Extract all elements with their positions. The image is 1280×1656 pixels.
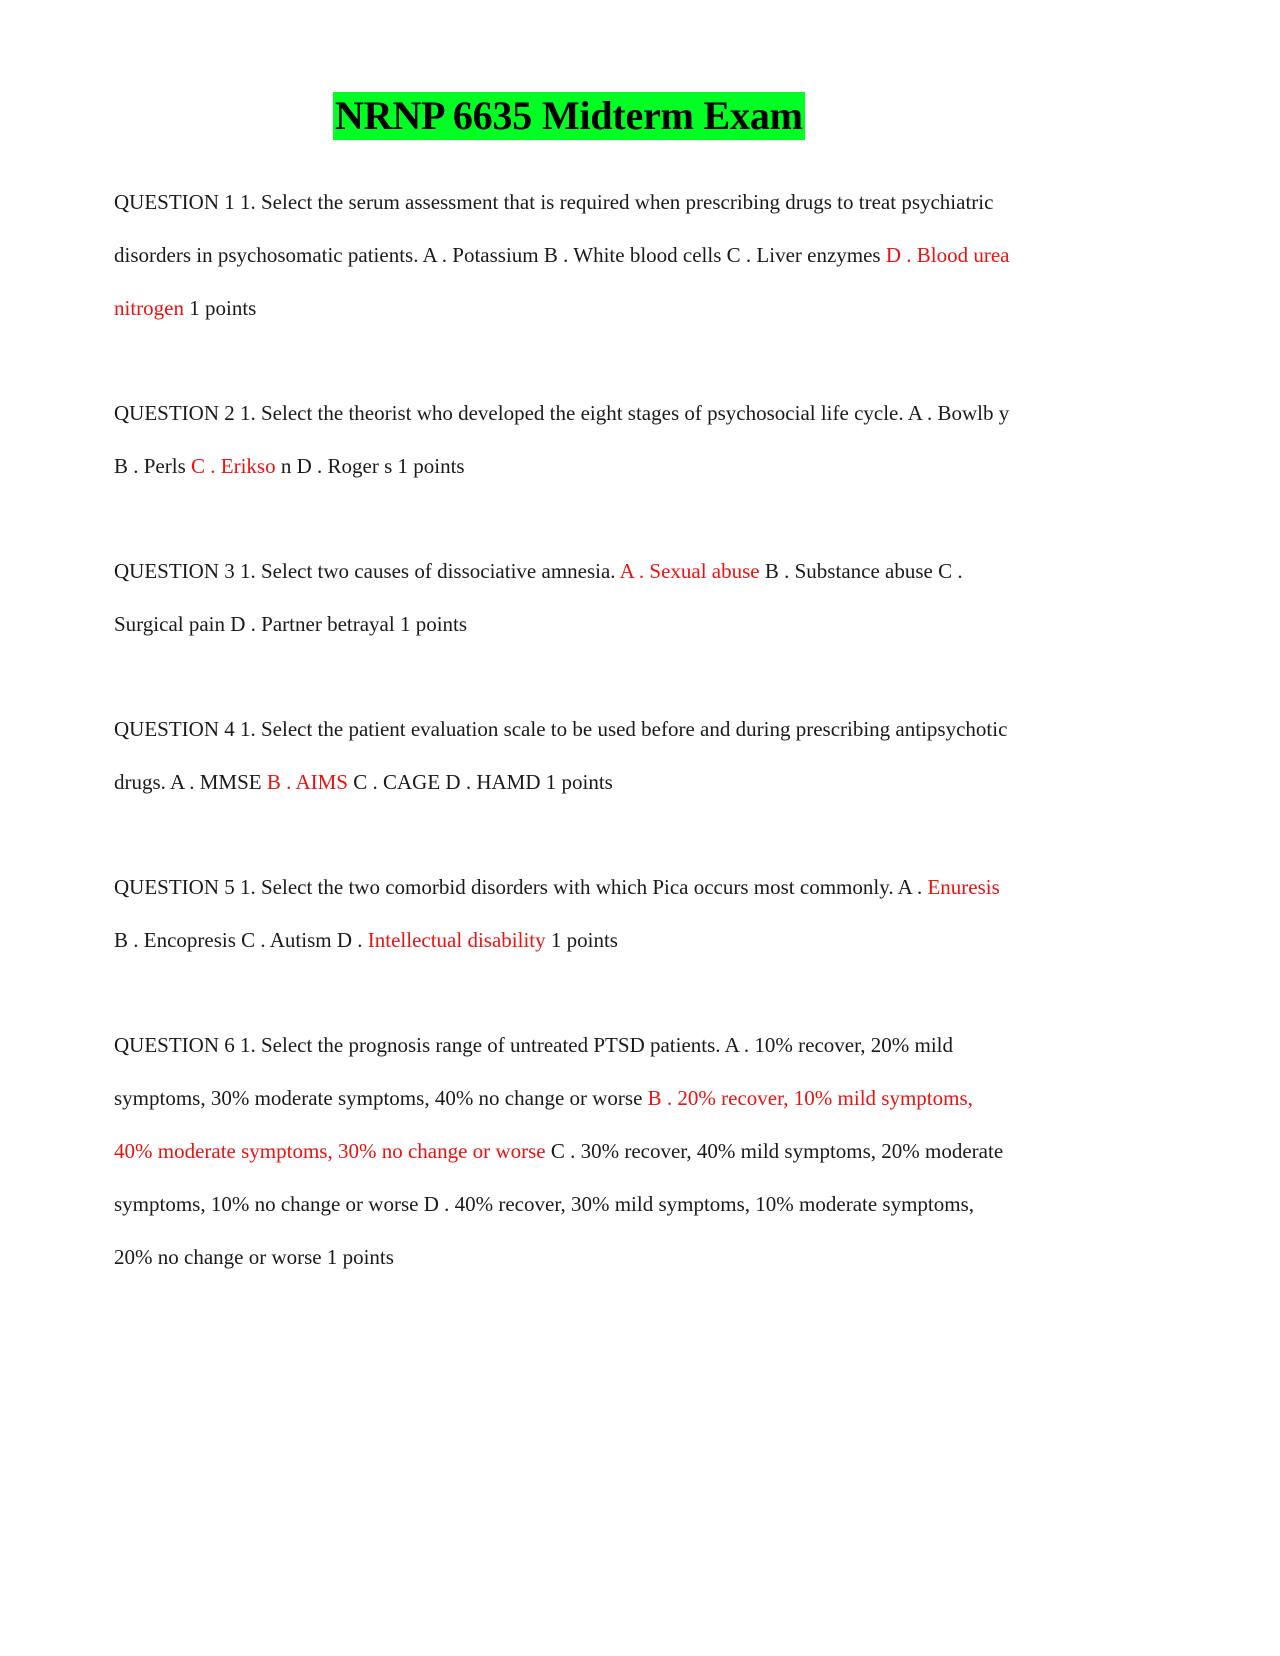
question-text: QUESTION 3 1. Select two causes of dissociative amnesia. bbox=[114, 559, 620, 583]
question-1 bbox=[114, 176, 1014, 335]
question-4 bbox=[114, 703, 1014, 809]
question-2 bbox=[114, 387, 1014, 493]
highlighted-answer: A . Sexual abuse bbox=[619, 559, 760, 583]
question-3 bbox=[114, 545, 1014, 651]
question-text: QUESTION 1 1. Select the serum assessment that is required when prescribing drugs to treat psychiatric disorders in psychosomatic patients. A . Potassium B . White blood cells C . Liver enzymes bbox=[114, 190, 994, 267]
question-list bbox=[114, 176, 1014, 1336]
highlighted-answer: Intellectual disability bbox=[367, 928, 546, 952]
page-title: NRNP 6635 Midterm Exam bbox=[335, 93, 803, 138]
question-text: QUESTION 4 1. Select the patient evaluation scale to be used before and during prescribing antipsychotic drugs. A . MMSE bbox=[114, 717, 1008, 794]
question-text: B . Substance abuse C . Surgical pain D . Partner betrayal 1 points bbox=[114, 559, 963, 636]
question-text: C . CAGE D . HAMD 1 points bbox=[347, 770, 613, 794]
title-block bbox=[333, 92, 805, 140]
question-text: n D . Roger s 1 points bbox=[275, 454, 465, 478]
question-text: 1 points bbox=[545, 928, 618, 952]
question-text: C . 30% recover, 40% mild symptoms, 20% moderate symptoms, 10% no change or worse D . 40% recover, 30% mild symptoms, 10% moderate symptoms, 20% no change or worse 1 points bbox=[114, 1139, 1004, 1269]
highlighted-answer: C . Erikso bbox=[191, 454, 276, 478]
question-text: QUESTION 2 1. Select the theorist who developed the eight stages of psychosocial life cycle. A . Bowlb y B . Perls bbox=[114, 401, 1010, 478]
question-text: QUESTION 6 1. Select the prognosis range of untreated PTSD patients. A . 10% recover, 20% mild symptoms, 30% moderate symptoms, 40% no change or worse bbox=[114, 1033, 953, 1110]
highlighted-answer: Enuresis bbox=[927, 875, 1000, 899]
highlighted-answer: B . AIMS bbox=[266, 770, 348, 794]
highlighted-answer: B . 20% recover, 10% mild symptoms, 40% moderate symptoms, 30% no change or worse bbox=[114, 1086, 973, 1163]
question-text: B . Encopresis C . Autism D . bbox=[114, 928, 368, 952]
question-text: 1 points bbox=[183, 296, 257, 320]
question-text: QUESTION 5 1. Select the two comorbid disorders with which Pica occurs most commonly. A . bbox=[114, 875, 928, 899]
highlighted-answer: D . Blood urea nitrogen bbox=[114, 243, 1010, 320]
question-5 bbox=[114, 861, 1014, 967]
question-6 bbox=[114, 1019, 1014, 1284]
